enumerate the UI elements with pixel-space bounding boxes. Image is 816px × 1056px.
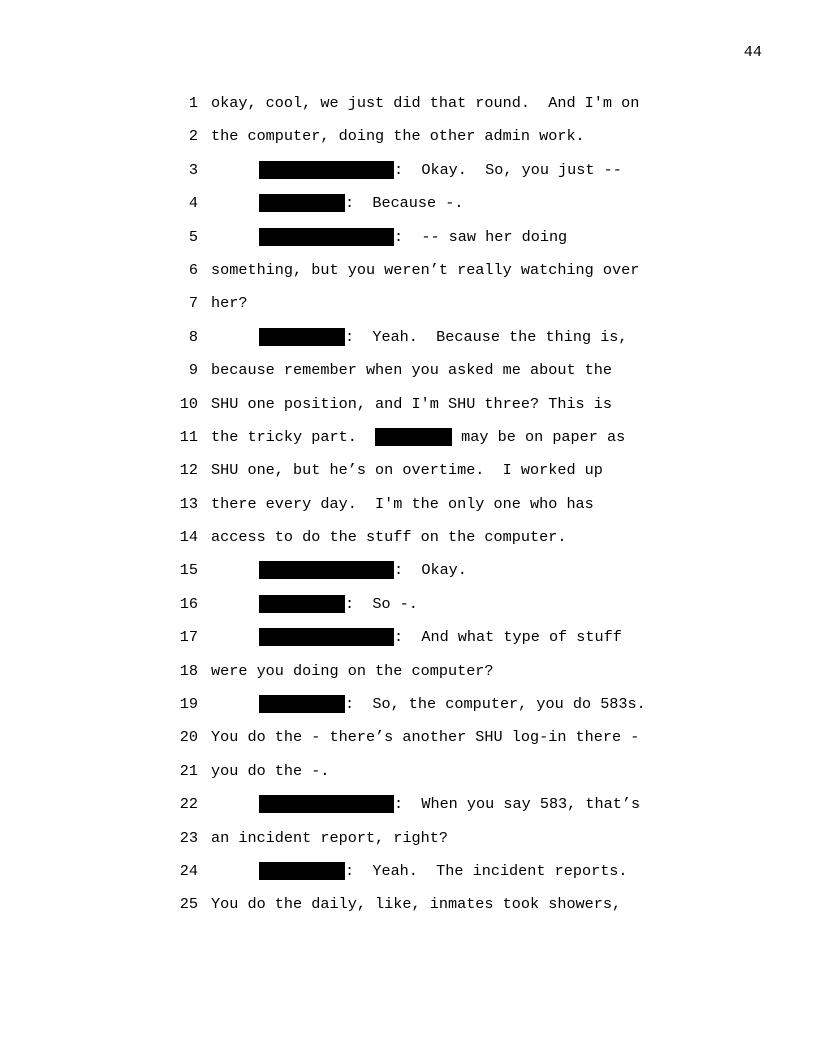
text-after-redaction: may be on paper as [452,427,626,446]
redacted-speaker-name [259,328,345,346]
line-text: access to do the stuff on the computer. [211,528,567,547]
line-number: 20 [179,728,198,747]
speaker-dialogue: : Because -. [345,194,464,213]
line-text: you do the -. [211,761,330,780]
line-number: 13 [179,494,198,513]
transcript-line [0,127,816,160]
line-number: 6 [188,260,198,279]
line-text: You do the daily, like, inmates took showers, [211,895,622,914]
line-number: 11 [179,427,198,446]
redacted-speaker-name [259,228,394,246]
line-number: 4 [188,194,198,213]
line-text [259,795,640,813]
speaker-dialogue: : Yeah. Because the thing is, [345,327,628,346]
transcript-line [0,194,816,227]
speaker-dialogue: : When you say 583, that’s [394,795,641,814]
line-text [259,228,567,246]
transcript-line [0,895,816,928]
page-number: 44 [743,43,762,61]
line-number: 22 [179,795,198,814]
transcript-line [0,361,816,394]
redacted-speaker-name [259,795,394,813]
transcript-line [0,829,816,862]
transcript-line [0,762,816,795]
line-number: 15 [179,561,198,580]
transcript-line [0,294,816,327]
line-number: 24 [179,861,198,880]
transcript-line [0,561,816,594]
line-text: SHU one, but he’s on overtime. I worked up [211,461,603,480]
redacted-speaker-name [259,862,345,880]
line-text: because remember when you asked me about the [211,361,613,380]
line-number: 1 [188,94,198,112]
transcript-line [0,662,816,695]
line-text: her? [211,294,248,313]
line-text [259,161,622,179]
transcript-line [0,595,816,628]
speaker-dialogue: : Okay. [394,561,467,580]
line-text [259,695,646,713]
line-number: 8 [188,327,198,346]
redacted-speaker-name [259,561,394,579]
transcript-line [0,695,816,728]
speaker-dialogue: : -- saw her doing [394,227,568,246]
text-before-redaction: the tricky part. [211,427,376,446]
line-number: 3 [188,160,198,179]
transcript-line [0,428,816,461]
line-text [259,862,628,880]
line-number: 16 [179,594,198,613]
line-text [259,561,467,579]
redacted-speaker-name [259,695,345,713]
redacted-speaker-name [259,161,394,179]
line-number: 23 [179,828,198,847]
speaker-dialogue: : So -. [345,594,418,613]
transcript-line [0,161,816,194]
line-number: 9 [188,361,198,380]
transcript-line [0,395,816,428]
redacted-speaker-name [259,628,394,646]
line-text: You do the - there’s another SHU log-in there - [211,728,640,747]
line-text: an incident report, right? [211,828,448,847]
line-text: the computer, doing the other admin work. [211,127,585,146]
line-text [259,595,418,613]
line-number: 10 [179,394,198,413]
speaker-dialogue: : Yeah. The incident reports. [345,861,628,880]
transcript-line [0,228,816,261]
line-number: 25 [179,895,198,914]
line-number: 12 [179,461,198,480]
redacted-speaker-name [259,194,345,212]
line-number: 14 [179,528,198,547]
redacted-name-inline [375,428,452,446]
transcript-line [0,795,816,828]
speaker-dialogue: : So, the computer, you do 583s. [345,695,646,714]
line-number: 5 [188,227,198,246]
transcript-line [0,628,816,661]
line-number: 18 [179,661,198,680]
transcript-line [0,495,816,528]
transcript-line [0,461,816,494]
redacted-speaker-name [259,595,345,613]
transcript-line [0,862,816,895]
transcript-line [0,728,816,761]
transcript-line [0,261,816,294]
transcript-line [0,528,816,561]
line-text: SHU one position, and I'm SHU three? This is [211,394,613,413]
transcript-line [0,94,816,127]
transcript-line [0,328,816,361]
line-text [259,194,463,212]
transcript-body [0,94,816,929]
line-number: 17 [179,628,198,647]
line-text: something, but you weren’t really watching over [211,260,640,279]
line-text: okay, cool, we just did that round. And I'm on [211,94,640,112]
line-number: 2 [188,127,198,146]
line-number: 19 [179,695,198,714]
line-text [259,328,628,346]
line-text [211,428,625,446]
line-text [259,628,622,646]
line-text: there every day. I'm the only one who has [211,494,594,513]
speaker-dialogue: : And what type of stuff [394,628,622,647]
line-number: 21 [179,761,198,780]
speaker-dialogue: : Okay. So, you just -- [394,160,622,179]
line-text: were you doing on the computer? [211,661,494,680]
line-number: 7 [188,294,198,313]
